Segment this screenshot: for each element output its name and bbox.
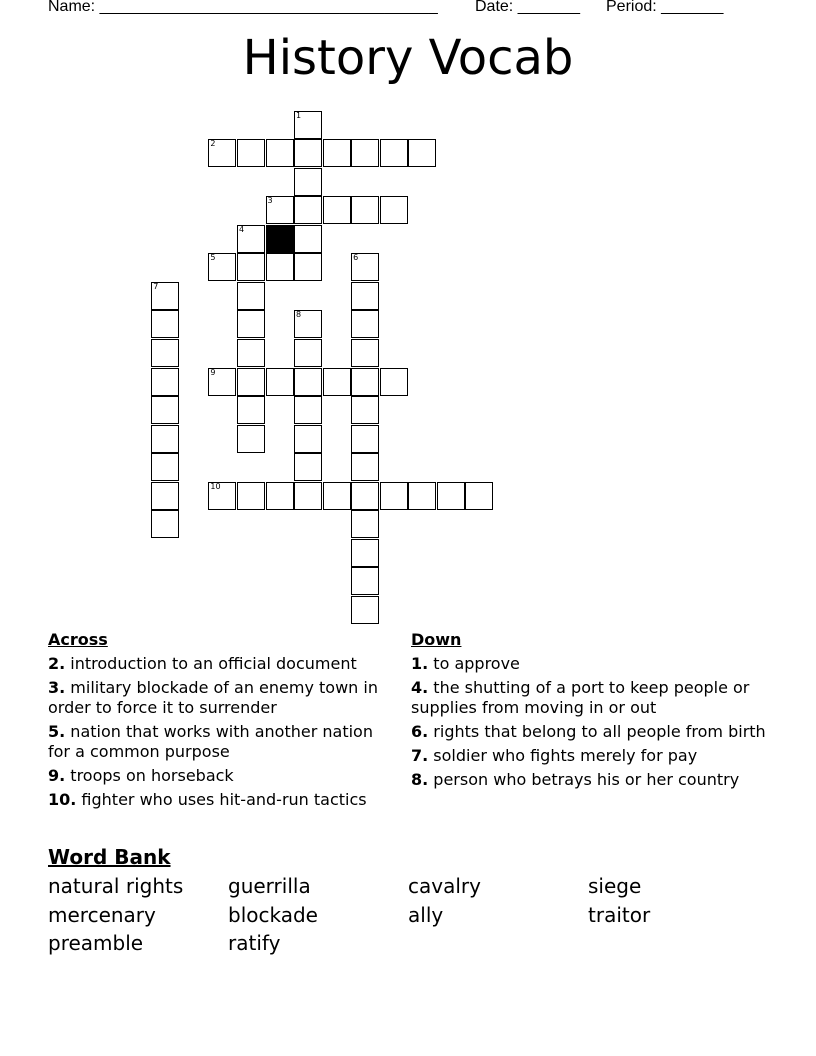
crossword-cell[interactable]	[351, 196, 379, 224]
crossword-cell[interactable]	[380, 482, 408, 510]
crossword-cell[interactable]	[208, 253, 236, 281]
across-clue	[48, 790, 393, 810]
crossword-cell[interactable]	[294, 225, 322, 253]
crossword-cell[interactable]	[351, 453, 379, 481]
crossword-cell[interactable]	[408, 139, 436, 167]
clue-text: introduction to an official document	[65, 654, 357, 673]
clue-text: military blockade of an enemy town in order to force it to surrender	[48, 678, 378, 717]
clue-num: 1.	[411, 654, 429, 673]
crossword-cell[interactable]	[151, 396, 179, 424]
crossword-cell[interactable]	[294, 425, 322, 453]
clue-num: 3.	[48, 678, 66, 697]
crossword-cell[interactable]	[294, 396, 322, 424]
word-bank-item: cavalry	[408, 874, 481, 898]
clue-number: 5	[210, 253, 216, 263]
clue-number: 3	[267, 196, 273, 206]
crossword-cell[interactable]	[237, 225, 265, 253]
word-bank-item: guerrilla	[228, 874, 311, 898]
crossword-cell[interactable]	[237, 310, 265, 338]
clue-num: 5.	[48, 722, 66, 741]
across-clue	[48, 678, 393, 718]
crossword-cell[interactable]	[323, 368, 351, 396]
crossword-cell[interactable]	[294, 168, 322, 196]
crossword-cell[interactable]	[465, 482, 493, 510]
clue-num: 7.	[411, 746, 429, 765]
crossword-cell[interactable]	[351, 396, 379, 424]
crossword-cell[interactable]	[351, 567, 379, 595]
crossword-cell[interactable]	[266, 482, 294, 510]
page-title: History Vocab	[242, 30, 574, 86]
crossword-cell[interactable]	[151, 310, 179, 338]
crossword-cell[interactable]	[237, 282, 265, 310]
down-clue	[411, 746, 771, 766]
across-clues	[48, 654, 393, 814]
clue-text: to approve	[428, 654, 520, 673]
clue-number: 6	[353, 253, 359, 263]
crossword-cell[interactable]	[408, 482, 436, 510]
crossword-cell[interactable]	[208, 139, 236, 167]
down-clue	[411, 722, 771, 742]
crossword-cell[interactable]	[380, 196, 408, 224]
crossword-cell[interactable]	[323, 196, 351, 224]
clue-text: the shutting of a port to keep people or supplies from moving in or out	[411, 678, 750, 717]
crossword-cell[interactable]	[237, 339, 265, 367]
down-clue	[411, 678, 771, 718]
clue-number: 2	[210, 139, 216, 149]
crossword-cell[interactable]	[237, 368, 265, 396]
word-bank-item: preamble	[48, 931, 144, 955]
crossword-cell[interactable]	[351, 282, 379, 310]
crossword-cell[interactable]	[208, 368, 236, 396]
crossword-cell[interactable]	[323, 482, 351, 510]
crossword-cell[interactable]	[237, 425, 265, 453]
clue-text: troops on horseback	[65, 766, 234, 785]
crossword-cell[interactable]	[380, 368, 408, 396]
word-bank-item: ratify	[228, 931, 281, 955]
crossword-cell[interactable]	[151, 510, 179, 538]
crossword-cell[interactable]	[351, 339, 379, 367]
word-bank-item: mercenary	[48, 903, 156, 927]
clue-num: 9.	[48, 766, 66, 785]
crossword-cell[interactable]	[294, 310, 322, 338]
crossword-cell[interactable]	[294, 368, 322, 396]
clue-text: fighter who uses hit-and-run tactics	[76, 790, 367, 809]
word-bank-item: siege	[588, 874, 642, 898]
across-clue	[48, 722, 393, 762]
period-field[interactable]: Period: _______	[606, 0, 724, 15]
crossword-cell[interactable]	[323, 139, 351, 167]
crossword-cell[interactable]	[151, 368, 179, 396]
across-clue	[48, 766, 393, 786]
crossword-cell[interactable]	[266, 139, 294, 167]
word-bank-item: blockade	[228, 903, 318, 927]
crossword-cell[interactable]	[351, 253, 379, 281]
across-heading: Across	[48, 630, 108, 649]
crossword-cell[interactable]	[266, 196, 294, 224]
clue-text: rights that belong to all people from birth	[428, 722, 766, 741]
date-field[interactable]: Date: _______	[475, 0, 580, 15]
clue-num: 6.	[411, 722, 429, 741]
clue-number: 1	[296, 110, 302, 120]
crossword-cell[interactable]	[151, 339, 179, 367]
crossword-cell[interactable]	[351, 482, 379, 510]
crossword-cell[interactable]	[208, 482, 236, 510]
crossword-cell[interactable]	[294, 139, 322, 167]
clue-num: 4.	[411, 678, 429, 697]
clue-num: 10.	[48, 790, 77, 809]
crossword-cell[interactable]	[437, 482, 465, 510]
crossword-cell[interactable]	[294, 453, 322, 481]
crossword-cell[interactable]	[294, 482, 322, 510]
clue-text: soldier who fights merely for pay	[428, 746, 698, 765]
name-field[interactable]: Name: ______________________________________	[48, 0, 438, 15]
crossword-cell[interactable]	[266, 368, 294, 396]
clue-number: 10	[210, 481, 221, 491]
crossword-cell[interactable]	[237, 396, 265, 424]
clue-num: 8.	[411, 770, 429, 789]
crossword-cell[interactable]	[294, 196, 322, 224]
clue-number: 4	[238, 224, 245, 234]
word-bank-item: natural rights	[48, 874, 184, 898]
crossword-cell[interactable]	[351, 596, 379, 624]
clue-text: person who betrays his or her country	[428, 770, 740, 789]
crossword-cell[interactable]	[294, 339, 322, 367]
down-clues	[411, 654, 771, 794]
crossword-cell[interactable]	[151, 425, 179, 453]
crossword-cell[interactable]	[351, 310, 379, 338]
crossword-cell[interactable]	[351, 139, 379, 167]
clue-text: nation that works with another nation for a common purpose	[48, 722, 373, 761]
crossword-cell[interactable]	[151, 282, 179, 310]
down-clue	[411, 654, 771, 674]
down-clue	[411, 770, 771, 790]
crossword-cell[interactable]	[237, 482, 265, 510]
across-clue	[48, 654, 393, 674]
black-cell	[266, 225, 294, 253]
crossword-cell[interactable]	[151, 482, 179, 510]
word-bank-item: ally	[408, 903, 444, 927]
clue-num: 2.	[48, 654, 66, 673]
crossword-cell[interactable]	[151, 453, 179, 481]
crossword-cell[interactable]	[294, 253, 322, 281]
word-bank-heading: Word Bank	[48, 845, 171, 869]
down-heading: Down	[411, 630, 462, 649]
crossword-cell[interactable]	[380, 139, 408, 167]
crossword-cell[interactable]	[266, 253, 294, 281]
crossword-cell[interactable]	[351, 510, 379, 538]
crossword-cell[interactable]	[351, 425, 379, 453]
clue-number: 7	[153, 281, 159, 291]
clue-number: 8	[296, 310, 302, 320]
clue-number: 9	[210, 367, 216, 377]
crossword-cell[interactable]	[237, 253, 265, 281]
word-bank-item: traitor	[588, 903, 651, 927]
crossword-cell[interactable]	[351, 368, 379, 396]
crossword-cell[interactable]	[351, 539, 379, 567]
crossword-cell[interactable]	[294, 111, 322, 139]
crossword-cell[interactable]	[237, 139, 265, 167]
